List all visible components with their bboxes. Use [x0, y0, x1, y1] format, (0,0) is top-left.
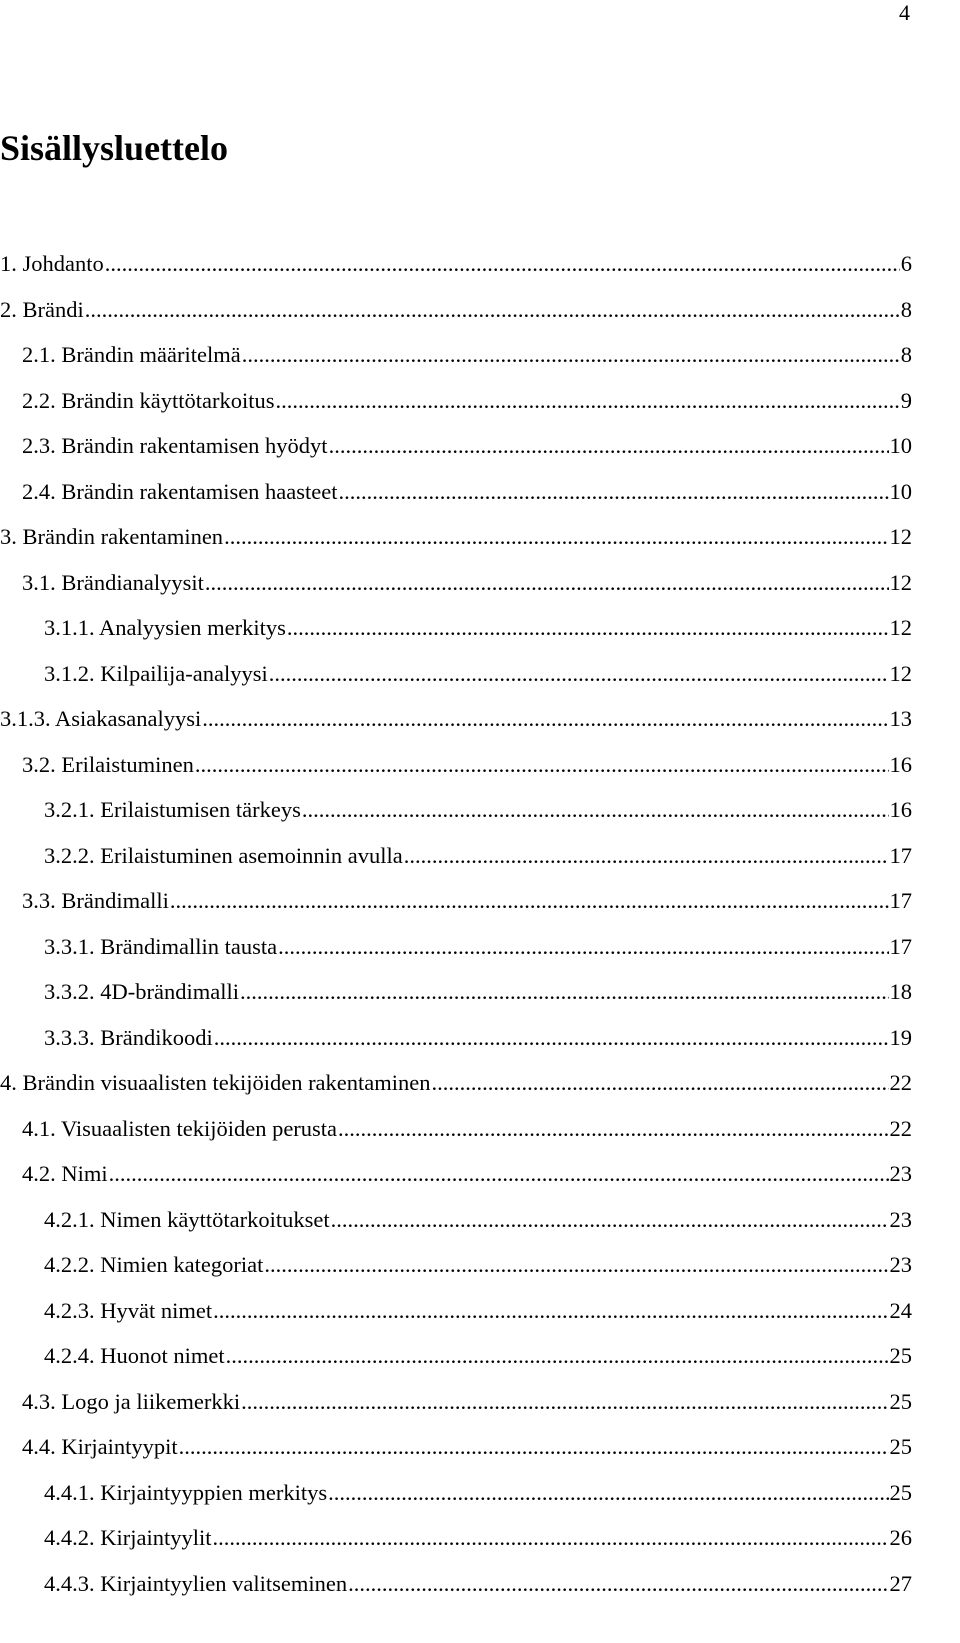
toc-entry-title — [44, 1342, 225, 1370]
toc-entry-number: 3.2.1. — [44, 797, 95, 822]
toc-entry-label: 4D-brändimalli — [100, 979, 239, 1004]
toc-entry-page: 12 — [889, 660, 912, 686]
toc-entry-page: 12 — [889, 524, 912, 549]
toc-entry-page: 23 — [889, 1206, 912, 1232]
toc-entry-title — [0, 250, 104, 278]
toc-entry-title — [22, 1115, 337, 1143]
toc-entry-number: 4.1. — [22, 1115, 56, 1141]
toc-entry-page: 22 — [889, 1115, 912, 1141]
toc-entry-number: 4.2. — [22, 1161, 56, 1186]
toc-entry-title — [22, 341, 241, 369]
toc-dot-leader — [170, 887, 889, 915]
toc-entry[interactable] — [44, 1204, 912, 1234]
toc-dot-leader — [339, 478, 889, 506]
toc-entry-title — [44, 1570, 347, 1598]
toc-entry[interactable] — [0, 521, 912, 551]
toc-entry-page: 23 — [889, 1161, 912, 1186]
toc-entry-label: Hyvät nimet — [100, 1297, 213, 1323]
toc-entry-page: 18 — [889, 979, 912, 1004]
toc-entry-page: 8 — [900, 296, 912, 322]
toc-dot-leader — [432, 1069, 889, 1097]
toc-entry-page: 12 — [889, 615, 912, 640]
toc-entry[interactable] — [22, 385, 912, 415]
toc-dot-leader — [241, 1388, 888, 1416]
toc-entry-label: Brändianalyysit — [61, 569, 204, 595]
toc-entry-title — [44, 1251, 263, 1279]
toc-entry-label: Brändimallin tausta — [100, 933, 278, 959]
toc-entry-page: 22 — [889, 1070, 912, 1095]
toc-entry-title — [44, 1024, 213, 1052]
toc-entry-label: Erilaistuminen — [61, 751, 194, 777]
toc-entry-page: 25 — [889, 1479, 912, 1505]
toc-entry-number: 4.2.1. — [44, 1206, 95, 1232]
toc-entry-label: Huonot nimet — [100, 1343, 225, 1368]
toc-entry[interactable] — [22, 885, 912, 915]
toc-dot-leader — [213, 1297, 888, 1325]
toc-entry-number: 3.1. — [22, 569, 56, 595]
toc-entry-number: 4.4.2. — [44, 1525, 95, 1550]
toc-dot-leader — [242, 341, 900, 369]
toc-entry-number: 3. — [0, 524, 17, 549]
toc-entry-number: 3.3.3. — [44, 1024, 95, 1050]
toc-entry-page: 8 — [900, 342, 912, 367]
toc-entry[interactable] — [44, 1340, 912, 1370]
toc-entry-label: Erilaistumisen tärkeys — [100, 797, 301, 822]
toc-entry-page: 9 — [900, 387, 912, 413]
toc-entry-number: 2.2. — [22, 387, 56, 413]
toc-entry-number: 2.3. — [22, 433, 56, 458]
page-number: 4 — [899, 0, 910, 25]
toc-entry-label: Brändin rakentaminen — [22, 524, 224, 549]
toc-entry-title — [44, 1524, 212, 1552]
toc-entry-label: Asiakasanalyysi — [55, 706, 202, 731]
toc-entry[interactable] — [22, 1158, 912, 1188]
toc-entry[interactable] — [0, 248, 912, 278]
toc-entry-label: Kilpailija-analyysi — [100, 660, 268, 686]
toc-entry-number: 2. — [0, 296, 17, 322]
toc-entry[interactable] — [0, 703, 912, 733]
toc-dot-leader — [179, 1433, 889, 1461]
toc-entry[interactable] — [22, 567, 912, 597]
toc-entry-label: Brändikoodi — [100, 1024, 213, 1050]
toc-entry-label: Nimen käyttötarkoitukset — [100, 1206, 330, 1232]
toc-entry-title — [44, 614, 286, 642]
toc-entry-title — [44, 842, 403, 870]
toc-dot-leader — [275, 387, 899, 415]
toc-entry-label: Kirjaintyylien valitseminen — [100, 1570, 348, 1596]
toc-entry-number: 3.3.1. — [44, 933, 95, 959]
toc-dot-leader — [226, 1342, 889, 1370]
toc-entry-page: 25 — [889, 1343, 912, 1368]
toc-entry-number: 4.2.3. — [44, 1297, 95, 1323]
toc-entry-label: Brändimalli — [61, 888, 169, 913]
toc-entry-page: 19 — [889, 1024, 912, 1050]
toc-entry[interactable] — [0, 294, 912, 324]
toc-dot-leader — [205, 569, 889, 597]
toc-dot-leader — [302, 796, 889, 824]
toc-entry[interactable] — [44, 976, 912, 1006]
toc-entry[interactable] — [22, 749, 912, 779]
toc-dot-leader — [331, 1206, 889, 1234]
toc-entry[interactable] — [22, 430, 912, 460]
toc-entry[interactable] — [44, 612, 912, 642]
toc-entry-title — [44, 1206, 330, 1234]
toc-entry-title — [22, 432, 328, 460]
toc-entry-title — [0, 1069, 431, 1097]
toc-entry-page: 25 — [889, 1434, 912, 1459]
toc-entry-number: 2.4. — [22, 478, 56, 504]
toc-entry-label: Visuaalisten tekijöiden perusta — [60, 1115, 338, 1141]
toc-entry-label: Brändin käyttötarkoitus — [61, 387, 275, 413]
toc-entry[interactable] — [44, 840, 912, 870]
toc-entry-title — [44, 933, 277, 961]
toc-entry-title — [22, 1160, 108, 1188]
toc-entry-page: 17 — [889, 842, 912, 868]
toc-entry-label: Kirjaintyylit — [100, 1525, 212, 1550]
toc-entry-number: 3.2. — [22, 751, 56, 777]
toc-dot-leader — [338, 1115, 888, 1143]
toc-entry[interactable] — [22, 1113, 912, 1143]
toc-entry-number: 3.3.2. — [44, 979, 95, 1004]
toc-entry-page: 17 — [889, 888, 912, 913]
toc-entry-number: 4.3. — [22, 1388, 56, 1414]
toc-entry-label: Brändi — [22, 296, 84, 322]
toc-dot-leader — [264, 1251, 888, 1279]
toc-entry-label: Kirjaintyyppien merkitys — [100, 1479, 328, 1505]
toc-entry-title — [44, 1297, 212, 1325]
toc-dot-leader — [202, 705, 888, 733]
toc-dot-leader — [109, 1160, 889, 1188]
toc-entry-title — [22, 887, 169, 915]
toc-entry[interactable] — [22, 476, 912, 506]
toc-entry[interactable] — [22, 1431, 912, 1461]
toc-entry[interactable] — [44, 1022, 912, 1052]
toc-entry[interactable] — [44, 1522, 912, 1552]
toc-entry-number: 3.2.2. — [44, 842, 95, 868]
toc-title: Sisällysluettelo — [0, 128, 229, 168]
toc-entry-label: Brändin määritelmä — [61, 342, 241, 367]
toc-dot-leader — [240, 978, 889, 1006]
toc-entry-page: 13 — [889, 706, 912, 731]
toc-entry-label: Erilaistuminen asemoinnin avulla — [100, 842, 403, 868]
toc-entry-title — [44, 978, 239, 1006]
toc-entry-label: Nimi — [61, 1161, 108, 1186]
toc-dot-leader — [224, 523, 888, 551]
toc-dot-leader — [214, 1024, 889, 1052]
toc-entry-label: Nimien kategoriat — [100, 1252, 264, 1277]
toc-dot-leader — [404, 842, 889, 870]
toc-entry-number: 4.2.2. — [44, 1252, 95, 1277]
toc-entry[interactable] — [44, 1568, 912, 1598]
toc-entry-label: Logo ja liikemerkki — [61, 1388, 241, 1414]
toc-entry-number: 2.1. — [22, 342, 56, 367]
toc-entry-label: Kirjaintyypit — [61, 1434, 178, 1459]
toc-entry[interactable] — [44, 658, 912, 688]
toc-entry-label: Analyysien merkitys — [99, 615, 286, 640]
toc-entry-page: 10 — [889, 433, 912, 458]
toc-entry-number: 3.1.2. — [44, 660, 95, 686]
toc-entry-page: 17 — [889, 933, 912, 959]
toc-entry-title — [0, 705, 201, 733]
toc-entry-number: 4. — [0, 1070, 17, 1095]
toc-entry-page: 16 — [889, 751, 912, 777]
toc-entry[interactable] — [44, 1249, 912, 1279]
toc-entry[interactable] — [22, 339, 912, 369]
toc-entry-page: 24 — [889, 1297, 912, 1323]
toc-entry-title — [22, 387, 274, 415]
toc-entry-number: 4.4. — [22, 1434, 56, 1459]
toc-dot-leader — [85, 296, 900, 324]
toc-entry[interactable] — [44, 1295, 912, 1325]
toc-entry-number: 4.4.1. — [44, 1479, 95, 1505]
toc-entry[interactable] — [44, 1477, 912, 1507]
toc-entry-page: 10 — [889, 478, 912, 504]
toc-entry-page: 25 — [889, 1388, 912, 1414]
toc-dot-leader — [287, 614, 889, 642]
toc-entry-label: Brändin visuaalisten tekijöiden rakentaminen — [22, 1070, 431, 1095]
toc-entry-title — [0, 523, 223, 551]
toc-dot-leader — [329, 432, 889, 460]
toc-dot-leader — [278, 933, 888, 961]
toc-entry-title — [44, 1479, 327, 1507]
toc-entry-title — [44, 796, 301, 824]
toc-entry-title — [22, 478, 338, 506]
toc-dot-leader — [105, 250, 900, 278]
toc-entry-title — [22, 751, 194, 779]
toc-entry[interactable] — [22, 1386, 912, 1416]
toc-entry-title — [22, 1388, 240, 1416]
toc-entry-page: 26 — [889, 1525, 912, 1550]
toc-entry-label: Brändin rakentamisen hyödyt — [61, 433, 328, 458]
toc-dot-leader — [328, 1479, 888, 1507]
toc-entry-title — [44, 660, 268, 688]
toc-entry-number: 3.1.1. — [44, 615, 95, 640]
toc-entry[interactable] — [0, 1067, 912, 1097]
toc-entry-number: 4.4.3. — [44, 1570, 95, 1596]
toc-entry-page: 27 — [889, 1570, 912, 1596]
toc-entry-label: Brändin rakentamisen haasteet — [61, 478, 338, 504]
toc-dot-leader — [213, 1524, 889, 1552]
toc-entry[interactable] — [44, 794, 912, 824]
toc-entry-number: 4.2.4. — [44, 1343, 95, 1368]
toc-dot-leader — [348, 1570, 888, 1598]
toc-entry[interactable] — [44, 931, 912, 961]
toc-entry-title — [0, 296, 84, 324]
toc-dot-leader — [195, 751, 889, 779]
toc-entry-page: 12 — [889, 569, 912, 595]
toc-entry-number: 3.1.3. — [0, 706, 51, 731]
toc-entry-title — [22, 569, 204, 597]
toc-entry-page: 23 — [889, 1252, 912, 1277]
toc-entry-page: 16 — [889, 797, 912, 822]
toc-dot-leader — [269, 660, 889, 688]
toc-entry-title — [22, 1433, 178, 1461]
toc-entry-number: 3.3. — [22, 888, 56, 913]
toc-entry-label: Johdanto — [22, 251, 104, 276]
toc-entry-page: 6 — [900, 251, 912, 276]
toc-entry-number: 1. — [0, 251, 17, 276]
